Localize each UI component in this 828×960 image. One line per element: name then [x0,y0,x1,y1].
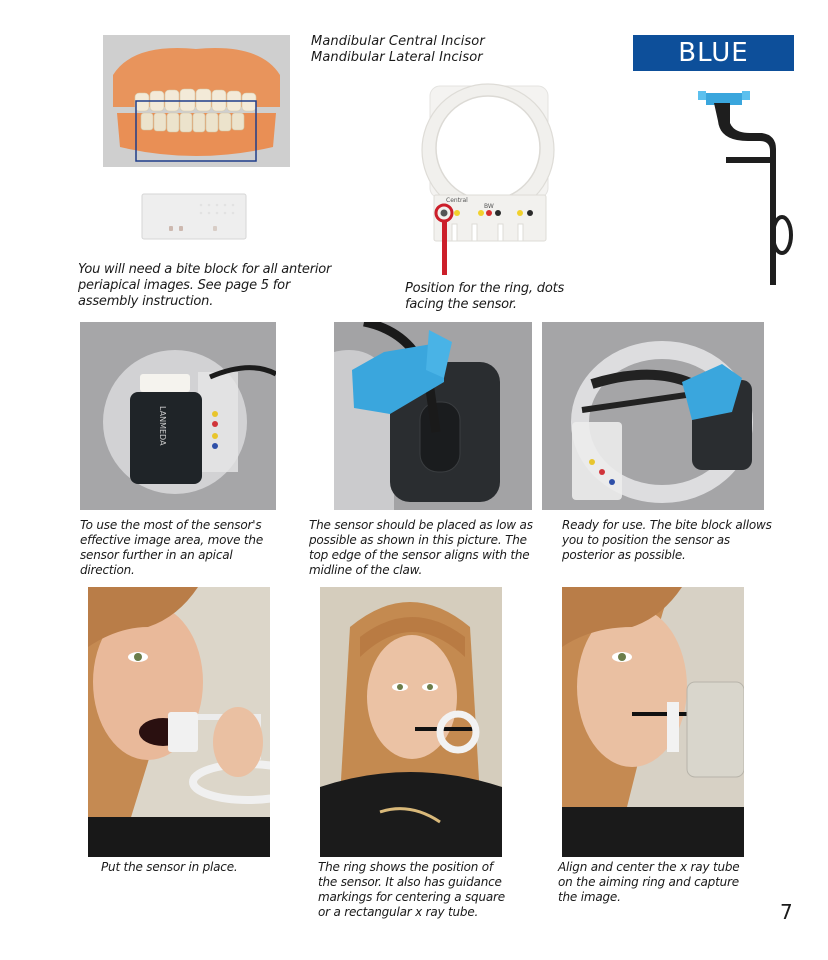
tooth-line-lateral: Mandibular Lateral Incisor [311,50,483,65]
sensor-holder-arm-image [690,85,800,295]
step-caption-1: To use the most of the sensor's effective image area, move the sensor further in an apical direction. [80,518,264,577]
step-photo-put-sensor [88,587,270,857]
color-code-badge: BLUE [633,35,794,71]
step-photo-sensor-in-ring [80,322,276,510]
step-photo-ring-position [320,587,502,857]
page-number: 7 [780,900,793,924]
dentures-photo [103,35,290,167]
step-photo-sensor-low [334,322,532,510]
sensor-brand-text: LANMEDA [158,406,167,446]
ring-position-note: Position for the ring, dots facing the sensor. [405,281,565,312]
bite-block-image [141,193,247,240]
step-caption-2: The sensor should be placed as low as possible as shown in this picture. The top edge of the sensor aligns with the midline of the claw. [309,518,533,577]
step-caption-6: Align and center the x ray tube on the aiming ring and capture the image. [558,860,740,904]
ring-position-pointer [442,221,447,275]
bite-block-note: You will need a bite block for all anterior periapical images. See page 5 for assembly instruction. [78,262,332,309]
step-caption-5: The ring shows the position of the sensor. It also has guidance markings for centering a square or a rectangular x ray tube. [318,860,505,919]
step-photo-ready [542,322,764,510]
tooth-line-central: Mandibular Central Incisor [311,34,485,49]
aiming-ring-diagram [400,80,575,245]
ring-label-bw: BW [484,203,494,210]
step-caption-4: Put the sensor in place. [101,860,238,874]
tooth-title [311,34,551,66]
step-photo-align-tube [562,587,744,857]
step-caption-3: Ready for use. The bite block allows you to position the sensor as posterior as possible. [562,518,772,562]
ring-label-central: Central [446,197,468,204]
